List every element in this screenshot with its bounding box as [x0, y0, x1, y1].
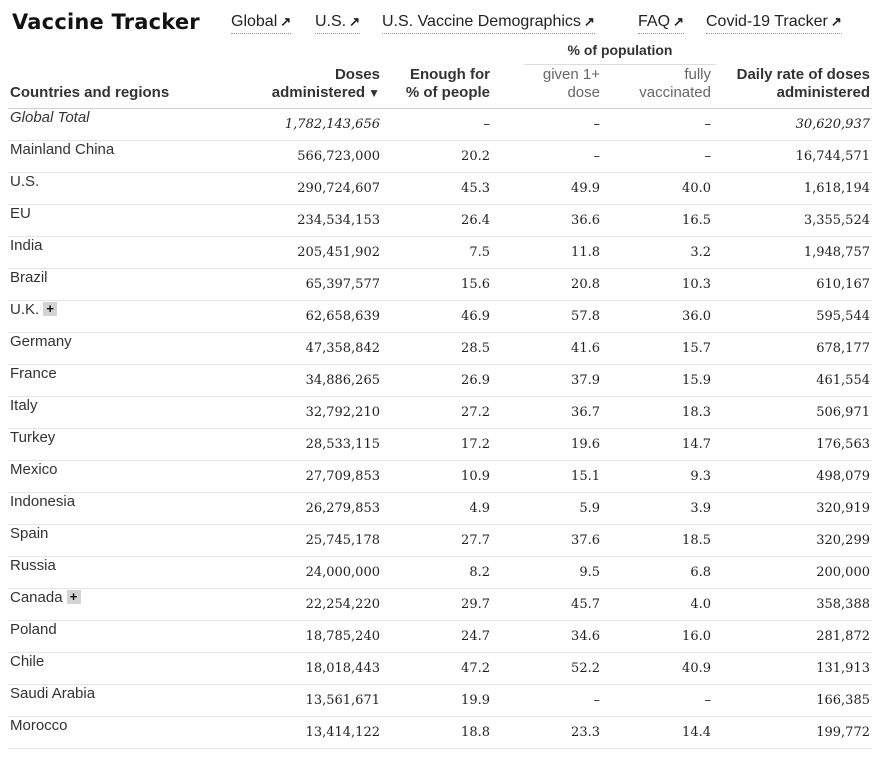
- fully-cell: 15.9: [602, 364, 713, 396]
- daily-cell: 199,772: [713, 716, 872, 748]
- enough-cell: 28.5: [382, 332, 492, 364]
- enough-cell: 15.6: [382, 268, 492, 300]
- daily-cell: 610,167: [713, 268, 872, 300]
- daily-cell: 16,744,571: [713, 140, 872, 172]
- given-cell: 34.6: [492, 620, 602, 652]
- doses-cell: 290,724,607: [214, 172, 382, 204]
- enough-cell: 27.7: [382, 524, 492, 556]
- fully-cell: 36.0: [602, 300, 713, 332]
- header-countries-and-regions[interactable]: [8, 64, 214, 108]
- daily-cell: 461,554: [713, 364, 872, 396]
- country-name: Mexico: [10, 460, 58, 478]
- given-cell: 19.6: [492, 428, 602, 460]
- enough-cell: 10.9: [382, 460, 492, 492]
- doses-cell: 32,792,210: [214, 396, 382, 428]
- table-row: [8, 684, 872, 716]
- header-label: dose: [567, 83, 600, 101]
- page-title: Vaccine Tracker: [12, 10, 200, 34]
- header-label: administered: [776, 83, 870, 101]
- doses-cell: 47,358,842: [214, 332, 382, 364]
- enough-cell: 45.3: [382, 172, 492, 204]
- nav-link-us-vaccine-demographics[interactable]: [382, 13, 595, 34]
- table-row: [8, 332, 872, 364]
- country-name: Mainland China: [10, 140, 115, 158]
- row-name-cell: [8, 364, 214, 396]
- fully-cell: 3.2: [602, 236, 713, 268]
- fully-cell: 16.0: [602, 620, 713, 652]
- fully-cell: 9.3: [602, 460, 713, 492]
- row-name-cell: [8, 556, 214, 588]
- row-name-cell: [8, 588, 214, 620]
- enough-cell: 7.5: [382, 236, 492, 268]
- fully-cell: 15.7: [602, 332, 713, 364]
- header-label: given 1+: [542, 65, 600, 83]
- header-label: Doses: [334, 65, 380, 83]
- given-cell: 37.9: [492, 364, 602, 396]
- daily-cell: 200,000: [713, 556, 872, 588]
- daily-cell: 3,355,524: [713, 204, 872, 236]
- country-name: Canada: [10, 588, 63, 606]
- country-name: Turkey: [10, 428, 56, 446]
- daily-cell: 281,872: [713, 620, 872, 652]
- header-label: Daily rate of doses: [736, 65, 870, 83]
- arrow-up-right-icon: ↗: [830, 14, 842, 29]
- table-row: [8, 140, 872, 172]
- arrow-up-right-icon: ↗: [349, 14, 361, 29]
- country-name: U.K.: [10, 300, 40, 318]
- table-row: [8, 172, 872, 204]
- nav-link-label: Covid-19 Tracker: [706, 13, 828, 30]
- given-cell: 41.6: [492, 332, 602, 364]
- row-name-cell: [8, 108, 214, 140]
- table-row: [8, 204, 872, 236]
- row-name-cell: [8, 652, 214, 684]
- enough-cell: 8.2: [382, 556, 492, 588]
- table-row: [8, 556, 872, 588]
- table-row: [8, 460, 872, 492]
- percent-of-population-group-header: % of population: [524, 41, 716, 65]
- enough-cell: 47.2: [382, 652, 492, 684]
- daily-cell: 176,563: [713, 428, 872, 460]
- country-name: Russia: [10, 556, 56, 574]
- header-given-one-plus-dose[interactable]: [492, 64, 602, 108]
- nav-link-label: U.S.: [315, 13, 347, 30]
- given-cell: 20.8: [492, 268, 602, 300]
- doses-cell: 18,785,240: [214, 620, 382, 652]
- enough-cell: 46.9: [382, 300, 492, 332]
- enough-cell: 19.9: [382, 684, 492, 716]
- header-daily-rate-of-doses[interactable]: [713, 64, 872, 108]
- daily-cell: 506,971: [713, 396, 872, 428]
- country-name: U.S.: [10, 172, 40, 190]
- enough-cell: 27.2: [382, 396, 492, 428]
- doses-cell: 28,533,115: [214, 428, 382, 460]
- given-cell: 11.8: [492, 236, 602, 268]
- doses-cell: 24,000,000: [214, 556, 382, 588]
- daily-cell: 595,544: [713, 300, 872, 332]
- daily-cell: 131,913: [713, 652, 872, 684]
- table-row: [8, 396, 872, 428]
- top-navigation: [0, 0, 873, 44]
- country-name: Poland: [10, 620, 57, 638]
- daily-cell: 1,618,194: [713, 172, 872, 204]
- fully-cell: 14.7: [602, 428, 713, 460]
- country-name: EU: [10, 204, 31, 222]
- table-row: [8, 236, 872, 268]
- enough-cell: 26.4: [382, 204, 492, 236]
- fully-cell: –: [602, 108, 713, 140]
- given-cell: 36.7: [492, 396, 602, 428]
- given-cell: 5.9: [492, 492, 602, 524]
- row-name-cell: [8, 140, 214, 172]
- header-fully-vaccinated[interactable]: [602, 64, 713, 108]
- doses-cell: 18,018,443: [214, 652, 382, 684]
- enough-cell: 4.9: [382, 492, 492, 524]
- arrow-up-right-icon: ↗: [673, 14, 684, 29]
- vaccine-table: [8, 64, 872, 749]
- country-name: Global Total: [10, 108, 90, 126]
- expand-plus-icon[interactable]: +: [43, 302, 57, 316]
- daily-cell: 320,919: [713, 492, 872, 524]
- nav-link-label: U.S. Vaccine Demographics: [382, 13, 581, 30]
- fully-cell: 40.9: [602, 652, 713, 684]
- row-name-cell: [8, 268, 214, 300]
- table-row: [8, 364, 872, 396]
- doses-cell: 27,709,853: [214, 460, 382, 492]
- country-name: Italy: [10, 396, 38, 414]
- enough-cell: 24.7: [382, 620, 492, 652]
- header-label: administered: [271, 83, 366, 101]
- given-cell: 15.1: [492, 460, 602, 492]
- table-row: [8, 588, 872, 620]
- enough-cell: 17.2: [382, 428, 492, 460]
- doses-cell: 13,414,122: [214, 716, 382, 748]
- country-name: Germany: [10, 332, 72, 350]
- row-name-cell: [8, 172, 214, 204]
- enough-cell: 18.8: [382, 716, 492, 748]
- nav-link-global[interactable]: [231, 13, 291, 34]
- header-label: % of people: [405, 83, 490, 101]
- doses-cell: 13,561,671: [214, 684, 382, 716]
- daily-cell: 166,385: [713, 684, 872, 716]
- country-name: Morocco: [10, 716, 68, 734]
- table-row: [8, 268, 872, 300]
- row-name-cell: [8, 236, 214, 268]
- daily-cell: 498,079: [713, 460, 872, 492]
- enough-cell: 20.2: [382, 140, 492, 172]
- fully-cell: 18.5: [602, 524, 713, 556]
- country-name: India: [10, 236, 43, 254]
- given-cell: 9.5: [492, 556, 602, 588]
- table-row: [8, 492, 872, 524]
- header-label: Countries and regions: [10, 83, 170, 101]
- table-body: [8, 108, 872, 748]
- fully-cell: 14.4: [602, 716, 713, 748]
- header-label: Enough for: [410, 65, 490, 83]
- table-row: [8, 524, 872, 556]
- nav-link-label: Global: [231, 13, 278, 30]
- row-name-cell: [8, 332, 214, 364]
- doses-cell: 34,886,265: [214, 364, 382, 396]
- row-name-cell: [8, 716, 214, 748]
- row-name-cell: [8, 460, 214, 492]
- expand-plus-icon[interactable]: +: [67, 590, 81, 604]
- doses-cell: 1,782,143,656: [214, 108, 382, 140]
- doses-cell: 62,658,639: [214, 300, 382, 332]
- table-row: [8, 428, 872, 460]
- header-label: fully: [684, 65, 711, 83]
- given-cell: 37.6: [492, 524, 602, 556]
- given-cell: 23.3: [492, 716, 602, 748]
- given-cell: 57.8: [492, 300, 602, 332]
- header-enough-for-percent-of-people[interactable]: [382, 64, 492, 108]
- given-cell: 36.6: [492, 204, 602, 236]
- nav-link-us[interactable]: [315, 13, 360, 34]
- header-doses-administered[interactable]: [214, 64, 382, 108]
- country-name: Chile: [10, 652, 45, 670]
- fully-cell: 3.9: [602, 492, 713, 524]
- doses-cell: 566,723,000: [214, 140, 382, 172]
- sort-descending-icon: ▼: [368, 85, 380, 100]
- enough-cell: –: [382, 108, 492, 140]
- country-name: Brazil: [10, 268, 48, 286]
- fully-cell: 18.3: [602, 396, 713, 428]
- nav-link-label: FAQ: [638, 13, 671, 30]
- row-name-cell: [8, 524, 214, 556]
- country-name: Indonesia: [10, 492, 76, 510]
- row-name-cell: [8, 396, 214, 428]
- given-cell: 52.2: [492, 652, 602, 684]
- doses-cell: 65,397,577: [214, 268, 382, 300]
- row-name-cell: [8, 492, 214, 524]
- enough-cell: 29.7: [382, 588, 492, 620]
- daily-cell: 358,388: [713, 588, 872, 620]
- fully-cell: 40.0: [602, 172, 713, 204]
- daily-cell: 1,948,757: [713, 236, 872, 268]
- country-name: Saudi Arabia: [10, 684, 96, 702]
- table-header-row: [8, 64, 872, 108]
- daily-cell: 678,177: [713, 332, 872, 364]
- fully-cell: 4.0: [602, 588, 713, 620]
- doses-cell: 25,745,178: [214, 524, 382, 556]
- enough-cell: 26.9: [382, 364, 492, 396]
- table-row: [8, 108, 872, 140]
- daily-cell: 30,620,937: [713, 108, 872, 140]
- given-cell: –: [492, 108, 602, 140]
- doses-cell: 22,254,220: [214, 588, 382, 620]
- table-row: [8, 652, 872, 684]
- nav-link-covid-tracker[interactable]: [706, 13, 842, 34]
- row-name-cell: [8, 300, 214, 332]
- given-cell: 49.9: [492, 172, 602, 204]
- row-name-cell: [8, 620, 214, 652]
- fully-cell: –: [602, 140, 713, 172]
- fully-cell: 10.3: [602, 268, 713, 300]
- given-cell: 45.7: [492, 588, 602, 620]
- row-name-cell: [8, 684, 214, 716]
- given-cell: –: [492, 684, 602, 716]
- table-row: [8, 716, 872, 748]
- row-name-cell: [8, 204, 214, 236]
- table-row: [8, 300, 872, 332]
- country-name: Spain: [10, 524, 49, 542]
- fully-cell: –: [602, 684, 713, 716]
- header-label: vaccinated: [639, 83, 711, 101]
- arrow-up-right-icon: ↗: [583, 14, 595, 29]
- arrow-up-right-icon: ↗: [280, 14, 292, 29]
- doses-cell: 26,279,853: [214, 492, 382, 524]
- country-name: France: [10, 364, 57, 382]
- fully-cell: 6.8: [602, 556, 713, 588]
- nav-link-faq[interactable]: [638, 13, 684, 34]
- doses-cell: 205,451,902: [214, 236, 382, 268]
- daily-cell: 320,299: [713, 524, 872, 556]
- given-cell: –: [492, 140, 602, 172]
- row-name-cell: [8, 428, 214, 460]
- doses-cell: 234,534,153: [214, 204, 382, 236]
- fully-cell: 16.5: [602, 204, 713, 236]
- table-row: [8, 620, 872, 652]
